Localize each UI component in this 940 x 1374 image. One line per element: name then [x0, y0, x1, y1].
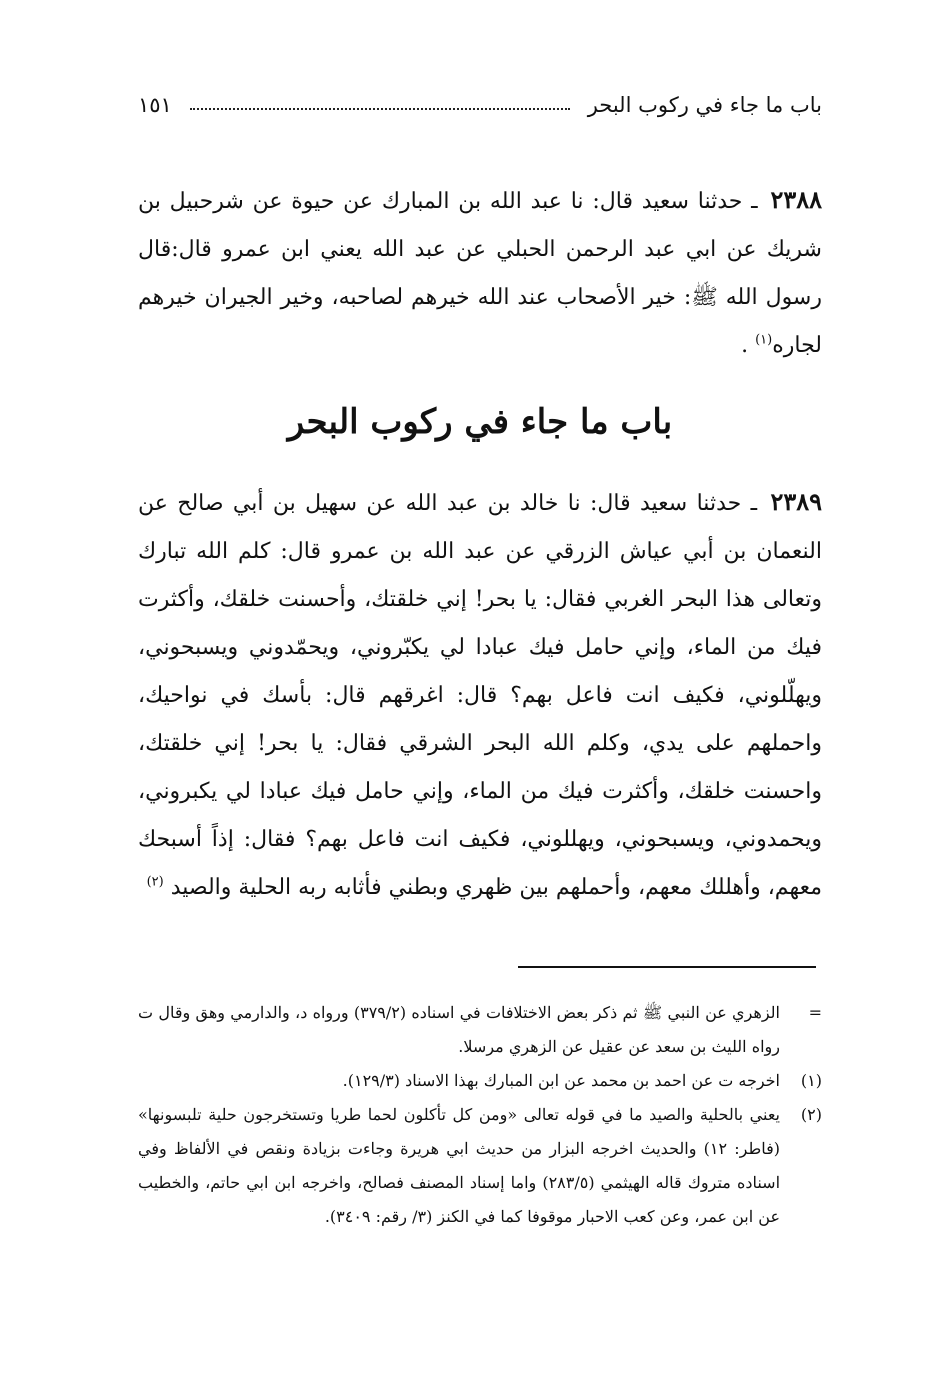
running-header: [138, 90, 822, 120]
hadith-2388: [138, 176, 822, 370]
hadith-end: .: [741, 333, 749, 358]
hadith-number: ٢٣٨٩: [770, 487, 822, 516]
footnote-text: يعني بالحلية والصيد ما في قوله تعالى «ومن كل تأكلون لحما طريا وتستخرجون حلية تلبسونها» (فاطر: ١٢) والحديث اخرجه البزار من حديث ابي هريرة وجاءت بزيادة ونقص في الألفاظ وفي اسناده متروك قاله الهيثمي (٢٨٣/٥) واما إسناد المصنف فصالح، واخرجه ابن ابي حاتم، والخطيب عن ابن عمر، وعن كعب الاحبار موقوفا كما في الكنز (٣/ رقم: ٣٤٠٩).: [138, 1105, 781, 1226]
hadith-2389: [138, 478, 822, 912]
hadith-number: ٢٣٨٨: [770, 185, 822, 214]
footnote-text: اخرجه ت عن احمد بن محمد عن ابن المبارك بهذا الاسناد (١٢٩/٣).: [342, 1071, 780, 1090]
footnote-item: [138, 996, 822, 1064]
footnote-mark: (٢): [800, 1105, 822, 1124]
footnote-item: [138, 1064, 822, 1098]
footnote-separator: [518, 966, 816, 968]
footnote-ref-1: (١): [755, 332, 773, 348]
hadith-text: ـ حدثنا سعيد قال: نا عبد الله بن المبارك عن حيوة عن شرحبيل بن شريك عن ابي عبد الرحمن الحبلي عن عبد الله يعني ابن عمرو قال:قال رسول الله ﷺ: خير الأصحاب عند الله خيرهم لصاحبه، وخير الجيران خيرهم لجاره: [138, 189, 822, 358]
running-title: باب ما جاء في ركوب البحر: [587, 93, 822, 117]
dotted-leader: [190, 108, 570, 110]
hadith-text: ـ حدثنا سعيد قال: نا خالد بن عبد الله عن سهيل بن أبي صالح عن النعمان بن أبي عياش الزرقي عن عبد الله بن عمرو قال: كلم الله تبارك وتعالى هذا البحر الغربي فقال: يا بحر! إني خلقتك، وأحسنت خلقك، وأكثرت فيك من الماء، وإني حامل فيك عبادا لي يكبّروني، ويحمّدوني ويسبحوني، ويهلّلوني، فكيف انت فاعل بهم؟ قال: اغرقهم قال: بأسك في نواحيك، واحملهم على يدي، وكلم الله البحر الشرقي فقال: يا بحر! إني خلقتك، واحسنت خلقك، وأكثرت فيك من الماء، وإني حامل فيك عبادا لي يكبروني، ويحمدوني، ويسبحوني، ويهللوني، فكيف انت فاعل بهم؟ فقال: إذاً أسبحك معهم، وأهللك معهم، وأحملهم بين ظهري وبطني فأثابه ربه الحلية والصيد: [138, 491, 822, 900]
page-number: ١٥١: [138, 93, 172, 117]
footnote-mark: (١): [800, 1071, 822, 1090]
hadith-2389-paragraph: [138, 478, 822, 912]
section-title: باب ما جاء في ركوب البحر: [287, 402, 673, 442]
footnotes: [138, 996, 822, 1234]
footnote-text: الزهري عن النبي ﷺ ثم ذكر بعض الاختلافات في اسناده (٣٧٩/٢) ورواه د، والدارمي وهق وقال ت رواه الليث بن سعد عن عقيل عن الزهري مرسلا.: [138, 1003, 780, 1056]
footnote-item: [138, 1098, 822, 1234]
footnote-ref-2: (٢): [146, 874, 164, 890]
hadith-2388-paragraph: [138, 176, 822, 370]
footnote-mark: =: [808, 1003, 822, 1022]
